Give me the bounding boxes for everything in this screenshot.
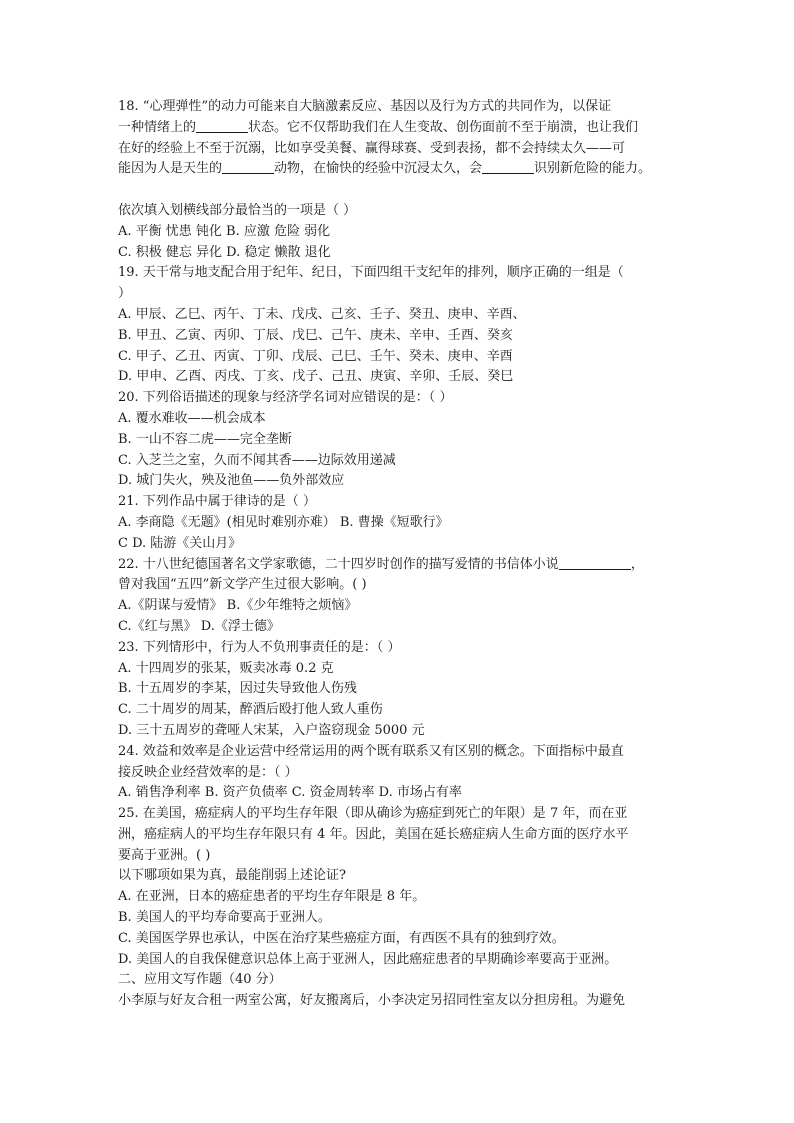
q18-line-2	[118, 118, 678, 139]
exam-content	[118, 97, 678, 1012]
question-18	[118, 97, 678, 263]
q25-option-a: A. 在亚洲，日本的癌症患者的平均生存年限是 8 年。	[118, 889, 426, 905]
q25-stem-line-2: 洲，癌症病人的平均生存年限只有 4 年。因此，美国在延长癌症病人生命方面的医疗水平	[118, 826, 629, 842]
q18-text: 状态。它不仅帮助我们在人生变故、创伤面前不至于崩溃，也让我们	[248, 119, 639, 135]
q21-options-ab: A. 李商隐《无题》(相见时难别亦难） B. 曹操《短歌行》	[118, 514, 449, 530]
section-heading: 二、应用文写作题（40 分）	[118, 972, 282, 988]
question-25	[118, 804, 678, 970]
q20-option-d: D. 城门失火，殃及池鱼——负外部效应	[118, 473, 345, 489]
q19-option-b: B. 甲丑、乙寅、丙卯、丁辰、戊巳、己午、庚未、辛申、壬酉、癸亥	[118, 327, 513, 343]
q25-prompt: 以下哪项如果为真，最能削弱上述论证?	[118, 868, 346, 884]
q22-options-ab: A.《阴谋与爱情》 B.《少年维特之烦恼》	[118, 598, 358, 614]
q18-options-cd: C. 积极 健忘 异化 D. 稳定 懒散 退化	[118, 244, 331, 260]
q18-text: 能因为人是天生的	[118, 161, 223, 177]
question-19	[118, 263, 678, 388]
q18-line-3: 在好的经验上不至于沉溺，比如享受美餐、赢得球赛、受到表扬，都不会持续太久——可	[118, 140, 626, 156]
q19-stem-line-2: ）	[118, 286, 132, 302]
q23-option-c: C. 二十周岁的周某，醉酒后殴打他人致人重伤	[118, 702, 383, 718]
q21-options-cd: C D. 陆游《关山月》	[118, 535, 242, 551]
q25-option-d: D. 美国人的自我保健意识总体上高于亚洲人，因此癌症患者的早期确诊率要高于亚洲。	[118, 951, 618, 967]
q23-stem: 23. 下列情形中，行为人不负刑事责任的是：（ ）	[118, 639, 401, 655]
question-20	[118, 388, 678, 492]
q18-text: 动物，在愉快的经验中沉浸太久，会	[274, 161, 483, 177]
q20-stem: 20. 下列俗语描述的现象与经济学名词对应错误的是：（ ）	[118, 390, 453, 406]
fill-blank-1	[196, 118, 248, 133]
q18-text: 识别新危险的能力。	[534, 161, 652, 177]
q20-option-b: B. 一山不容二虎——完全垄断	[118, 431, 292, 447]
q19-option-c: C. 甲子、乙丑、丙寅、丁卯、戊辰、己巳、壬午、癸未、庚申、辛酉	[118, 348, 513, 364]
q25-option-c: C. 美国医学界也承认，中医在治疗某些癌症方面，有西医不具有的独到疗效。	[118, 930, 565, 946]
q24-stem-line-2: 接反映企业经营效率的是：（ ）	[118, 764, 298, 780]
q22-text: ，	[630, 556, 644, 572]
q22-text: 22. 十八世纪德国著名文学家歌德，二十四岁时创作的描写爱情的书信体小说	[118, 556, 559, 572]
q23-option-b: B. 十五周岁的李某，因过失导致他人伤残	[118, 681, 357, 697]
q18-line-1: 18. “心理弹性”的动力可能来自大脑激素反应、基因以及行为方式的共同作为，以保证	[118, 99, 612, 114]
question-24	[118, 742, 678, 804]
q21-stem: 21. 下列作品中属于律诗的是（ ）	[118, 494, 316, 510]
q19-option-a: A. 甲辰、乙巳、丙午、丁未、戊戌、己亥、壬子、癸丑、庚申、辛酉、	[118, 306, 526, 322]
q22-stem-line-1	[118, 555, 678, 576]
q18-text: 一种情绪上的	[118, 119, 197, 135]
q25-option-b: B. 美国人的平均寿命要高于亚洲人。	[118, 910, 331, 926]
q18-line-4	[118, 159, 678, 180]
q23-option-d: D. 三十五周岁的聋哑人宋某，入户盗窃现金 5000 元	[118, 722, 425, 738]
spacer	[118, 180, 678, 201]
section-intro: 小李原与好友合租一两室公寓，好友搬离后，小李决定另招同性室友以分担房租。为避免	[118, 993, 626, 1009]
fill-blank-3	[482, 159, 534, 174]
q19-option-d: D. 甲申、乙酉、丙戌、丁亥、戊子、己丑、庚寅、辛卯、壬辰、癸巳	[118, 369, 514, 385]
q20-option-a: A. 覆水难收——机会成本	[118, 410, 266, 426]
fill-blank-2	[222, 159, 274, 174]
q24-stem-line-1: 24. 效益和效率是企业运营中经常运用的两个既有联系又有区别的概念。下面指标中最直	[118, 743, 624, 759]
q25-stem-line-3: 要高于亚洲。( )	[118, 847, 211, 863]
q18-prompt: 依次填入划横线部分最恰当的一项是（ ）	[118, 202, 357, 218]
q20-option-c: C. 入芝兰之室，久而不闻其香——边际效用递减	[118, 452, 396, 468]
q22-options-cd: C.《红与黑》 D.《浮士德》	[118, 618, 280, 634]
question-22	[118, 555, 678, 638]
fill-blank-4	[559, 555, 631, 570]
q22-stem-line-2: 曾对我国“五四”新文学产生过很大影响。( )	[118, 577, 367, 593]
q24-options: A. 销售净利率 B. 资产负债率 C. 资金周转率 D. 市场占有率	[118, 785, 462, 801]
q19-stem-line-1: 19. 天干常与地支配合用于纪年、纪日，下面四组干支纪年的排列，顺序正确的一组是（	[118, 265, 624, 281]
section-2	[118, 970, 678, 1012]
q23-option-a: A. 十四周岁的张某，贩卖冰毒 0.2 克	[118, 660, 334, 676]
question-23	[118, 638, 678, 742]
q25-stem-line-1: 25. 在美国，癌症病人的平均生存年限（即从确诊为癌症到死亡的年限）是 7 年，而在亚	[118, 806, 628, 822]
q18-options-ab: A. 平衡 忧患 钝化 B. 应激 危险 弱化	[118, 223, 331, 239]
question-21	[118, 492, 678, 554]
